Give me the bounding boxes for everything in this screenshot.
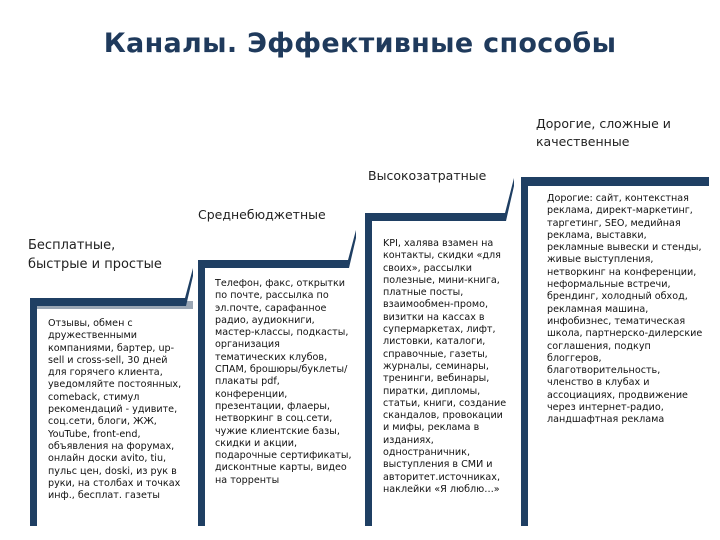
step-2-panel xyxy=(198,260,205,526)
slide-title: Каналы. Эффективные способы xyxy=(103,28,617,59)
step-2-bar xyxy=(198,230,356,268)
step-4-bar xyxy=(521,177,709,186)
step-1-label: Бесплатные, быстрые и простые xyxy=(28,238,162,272)
step-3-label: Высокозатратные xyxy=(368,168,487,183)
step-2-label: Среднебюджетные xyxy=(198,207,326,222)
step-3-panel xyxy=(365,213,372,526)
step-1-panel xyxy=(30,298,37,526)
step-4-panel xyxy=(521,177,528,526)
step-2-text: Телефон, факс, открытки по почте, рассылка по эл.почте, сарафанное радио, аудиокниги, мастер-классы, подкасты, организация тематических клубов, СПАМ, брошюры/буклеты/плакаты pdf, конференции, презентации, флаеры, нетворкинг в соц.сети, чужие клиентские базы, скидки и акции, подарочные сертификаты, дисконтные карты, видео на торренты xyxy=(215,278,352,486)
step-4-label: Дорогие, сложные и качественные xyxy=(536,116,671,149)
step-1-text: Отзывы, обмен с дружественными компаниями, бартер, up-sell и cross-sell, 30 дней для горячего клиента, уведомляйте постоянных, comeback, стимул рекомендаций - удивите, соц.сети, блоги, ЖЖ, YouTube, front-end, объявления на форумах, онлайн доски avito, tiu, пульс цен, doski, из рук в руки, на столбах и точках инф., бесплат. газеты xyxy=(48,318,182,502)
step-4-text: Дорогие: сайт, контекстная реклама, директ-маркетинг, таргетинг, SEO, медийная реклама, выставки, рекламные вывески и стенды, живые выступления, нетворкинг на конференции, неформальные встречи, брендинг, холодный обход, рекламная машина, инфобизнес, тематическая школа, партнерско-дилерские соглашения, подкуп блоггеров, благотворительность, членство в клубах и ассоциациях, продвижение через интернет-радио, ландшафтная реклама xyxy=(547,193,703,426)
step-3-text: KPI, халява взамен на контакты, скидки «для своих», рассылки полезные, мини-книга, платные посты, взаимообмен-промо, визитки на кассах в супермаркетах, лифт, листовки, каталоги, справочные, газеты, журналы, семинары, тренинги, вебинары, пиратки, дипломы, статьи, книги, создание скандалов, провокации и мифы, реклама в изданиях, одностраничник, выступления в СМИ и авторитет.источниках, наклейки «Я люблю…» xyxy=(383,238,507,495)
